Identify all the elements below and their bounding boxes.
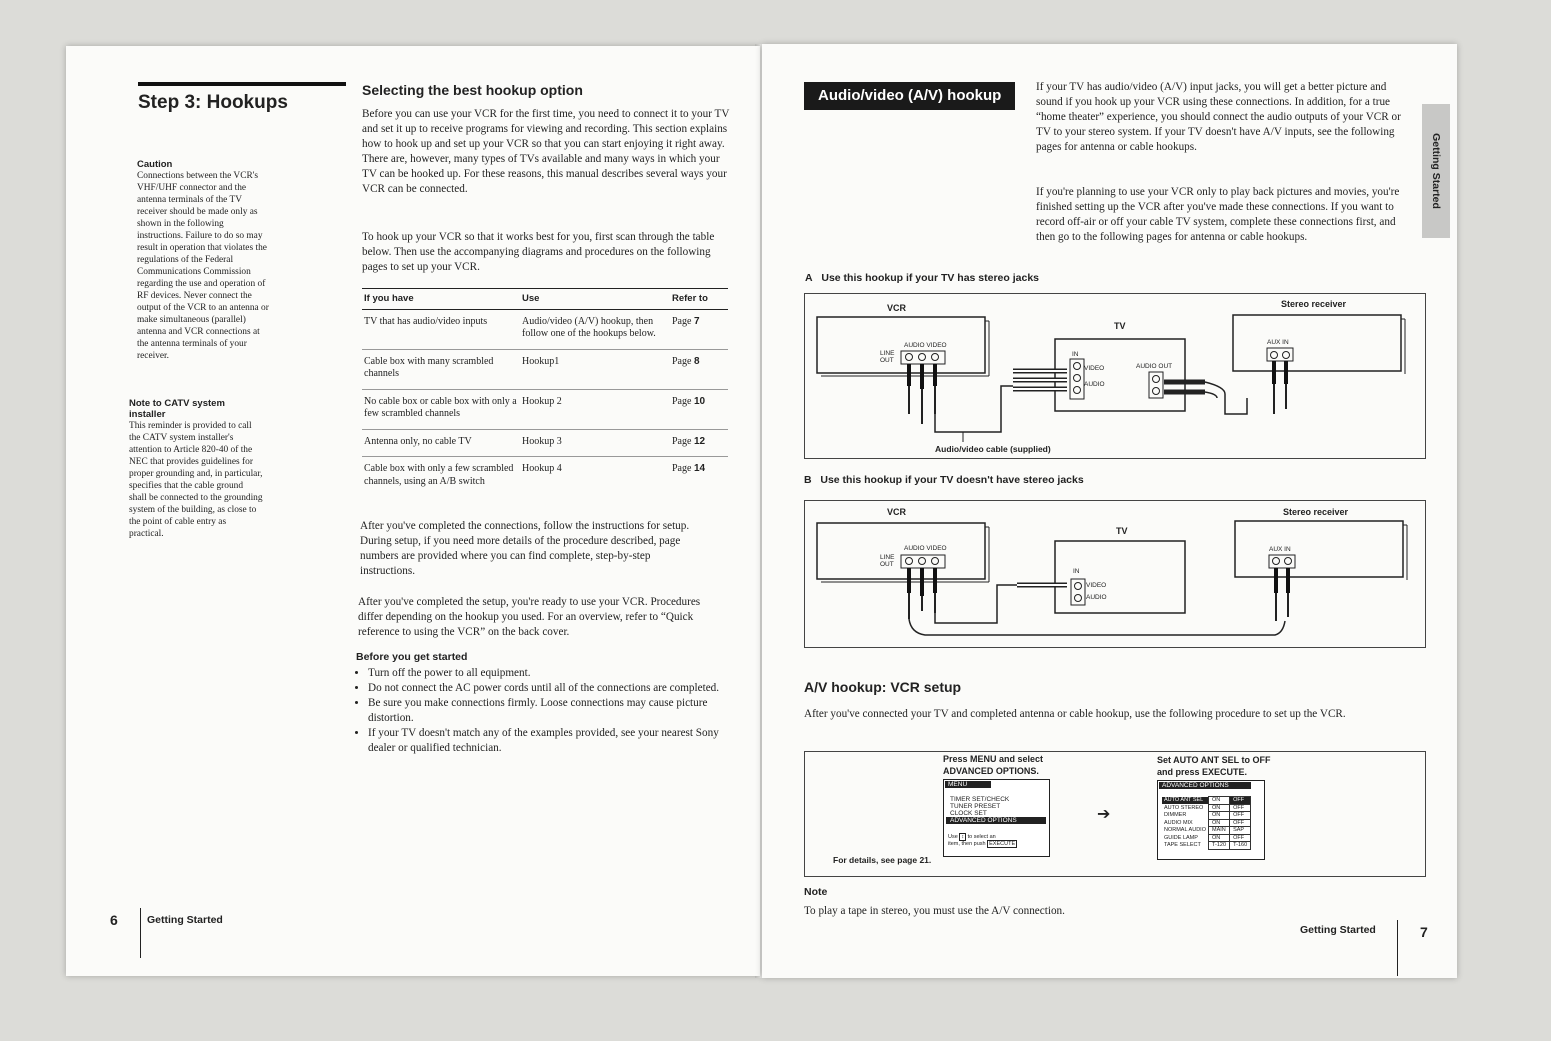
header-refer-to: Refer to — [670, 289, 728, 310]
diagram-b — [804, 500, 1426, 648]
caution-block — [137, 159, 269, 362]
diagram-a-audio: AUDIO — [1084, 381, 1105, 388]
after-paragraph-1: After you've completed the connections, follow the instructions for setup. During setup, if you need more details of the procedure described, page numbers are provided where you can find complete, step-by-step instructions. — [360, 520, 690, 577]
page-num: 8 — [693, 355, 700, 367]
catv-heading: Note to CATV system installer — [129, 398, 225, 420]
adv-row-b: OFF — [1230, 797, 1251, 805]
diagram-a-audio-out: AUDIO OUT — [1136, 363, 1173, 370]
hint-execute: EXECUTE — [989, 841, 1016, 847]
adv-row-a: MAIN — [1208, 827, 1229, 835]
details-reference: For details, see page 21. — [833, 855, 932, 865]
page-number: 6 — [110, 912, 118, 928]
side-tab-label: Getting Started — [1430, 133, 1442, 209]
diagram-b-audio: AUDIO — [1086, 594, 1107, 601]
diagram-a-drawing — [805, 294, 1425, 458]
table-row — [362, 457, 728, 497]
adv-row-a: ON — [1208, 812, 1229, 820]
table-row — [362, 429, 728, 457]
table-row — [362, 389, 728, 429]
diagram-a-vcr-label: VCR — [887, 303, 907, 313]
page-num: 10 — [693, 395, 706, 407]
page-prefix: Page — [672, 355, 692, 367]
diagram-b-caption — [804, 474, 1084, 486]
footer-divider — [140, 908, 141, 958]
advanced-options-screen — [1157, 780, 1265, 860]
cell-use: Hookup 3 — [520, 429, 670, 457]
menu-item: CLOCK SET — [950, 810, 987, 817]
list-item: • Turn off the power to all equipment. — [368, 666, 730, 681]
menu-screen-hint — [948, 834, 1049, 848]
arrow-keys-icon: ↕ — [961, 834, 965, 840]
hint-select: to select an — [967, 834, 996, 840]
adv-row — [1162, 842, 1251, 850]
cell-page — [670, 389, 728, 429]
diagram-b-stereo-label: Stereo receiver — [1283, 507, 1349, 517]
adv-row-name: AUTO ANT SEL — [1162, 797, 1208, 805]
adv-row-name: GUIDE LAMP — [1164, 834, 1198, 841]
adv-options-table — [1162, 796, 1251, 850]
diagram-b-letter: B — [804, 474, 812, 486]
catv-block — [129, 398, 263, 540]
page-footer: Getting Started — [1300, 924, 1376, 936]
adv-row-b: OFF — [1230, 812, 1251, 820]
intro-paragraph-2: To hook up your VCR so that it works best for you, first scan through the table below. Then use the accompanying diagrams and procedures on the following pages to set up your VCR. — [362, 231, 715, 273]
setup-procedure-box — [804, 751, 1426, 877]
diagram-a-aux-in: AUX IN — [1267, 339, 1289, 346]
cell-have: No cable box or cable box with only a few scrambled channels — [362, 389, 520, 429]
page-prefix: Page — [672, 395, 692, 407]
adv-row-b: OFF — [1230, 819, 1251, 827]
header-if-you-have: If you have — [362, 289, 520, 310]
diagram-b-tv-label: TV — [1116, 526, 1128, 536]
adv-row-a: ON — [1208, 819, 1229, 827]
right-arrow-icon: ➔ — [1097, 806, 1111, 823]
adv-row-a: T-120 — [1208, 842, 1229, 850]
hookup-table — [362, 288, 728, 496]
page-prefix: Page — [672, 463, 692, 474]
diagram-a-tv-label: TV — [1114, 321, 1126, 331]
list-item: • Do not connect the AC power cords until all of the connections are completed. — [368, 681, 730, 696]
adv-row-name: NORMAL AUDIO — [1164, 827, 1206, 833]
menu-screen-title: MENU — [945, 781, 991, 788]
adv-screen-title: ADVANCED OPTIONS — [1159, 782, 1251, 789]
diagram-a-in: IN — [1072, 351, 1079, 358]
diagram-b-aux-in: AUX IN — [1269, 546, 1291, 553]
diagram-b-drawing — [805, 501, 1425, 647]
cell-page — [670, 349, 728, 389]
diagram-a — [804, 293, 1426, 459]
left-page — [66, 46, 760, 976]
step-1-instruction: Press MENU and select ADVANCED OPTIONS. — [943, 754, 1044, 776]
cell-page — [670, 457, 728, 497]
cell-page — [670, 309, 728, 349]
cell-use: Hookup 2 — [520, 389, 670, 429]
adv-row-b: SAP — [1230, 827, 1251, 835]
diagram-a-line-out: LINE OUT — [880, 350, 895, 364]
cell-use: Hookup1 — [520, 349, 670, 389]
diagram-a-letter: A — [805, 272, 813, 284]
catv-text: This reminder is provided to call the CATV system installer's attention to Article 820-40 of the NEC that provides guidelines for proper grounding and, in particular, specifies that the cable ground shall be connected to the grounding system of the building, as close to the point of cable entry as practical. — [129, 421, 263, 539]
menu-item: TUNER PRESET — [950, 803, 1001, 810]
setup-heading: A/V hookup: VCR setup — [804, 679, 962, 695]
page-title: Audio/video (A/V) hookup — [804, 82, 1015, 110]
setup-paragraph: After you've connected your TV and completed antenna or cable hookup, use the following procedure to set up the VCR. — [804, 708, 1346, 720]
side-tab — [1422, 104, 1450, 238]
header-use: Use — [520, 289, 670, 310]
table-row — [362, 309, 728, 349]
section-heading: Selecting the best hookup option — [362, 82, 583, 98]
diagram-b-text: Use this hookup if your TV doesn't have stereo jacks — [820, 474, 1084, 486]
before-list — [356, 666, 730, 756]
note-text: To play a tape in stereo, you must use the A/V connection. — [804, 905, 1065, 917]
adv-row — [1162, 812, 1251, 820]
diagram-b-vcr-label: VCR — [887, 507, 907, 517]
hint-item: item, then push — [948, 841, 986, 847]
page-prefix: Page — [672, 315, 692, 327]
diagram-a-caption — [805, 272, 1039, 284]
list-item: • Be sure you make connections firmly. Loose connections may cause picture distortion. — [368, 696, 730, 726]
diagram-a-cable-label: Audio/video cable (supplied) — [935, 444, 1051, 454]
page-num: 7 — [693, 315, 700, 327]
diagram-a-text: Use this hookup if your TV has stereo jacks — [821, 272, 1040, 284]
hint-use: Use — [948, 834, 958, 840]
page-num: 14 — [693, 463, 706, 474]
intro-paragraph-2: If you're planning to use your VCR only to play back pictures and movies, you're finished setting up the VCR after you've made these connections. If you want to record off-air or off your cable TV system, complete these connections first, and then go to the following pages for antenna or cable hookups. — [1036, 186, 1400, 243]
intro-paragraph-1: If your TV has audio/video (A/V) input jacks, you will get a better picture and sound if you hook up your VCR using these connections. In addition, for a true “home theater” experience, you should connect the audio outputs of your VCR or TV to your stereo system. If your TV doesn't have A/V inputs, see the following pages for antenna or cable hookups. — [1036, 81, 1401, 153]
diagram-b-audio-video: AUDIO VIDEO — [904, 545, 947, 552]
adv-row-a: ON — [1208, 804, 1229, 812]
cell-use: Audio/video (A/V) hookup, then follow one of the hookups below. — [520, 309, 670, 349]
adv-row-b: T-160 — [1230, 842, 1251, 850]
page-num: 12 — [693, 435, 706, 447]
page-prefix: Page — [672, 435, 692, 447]
cell-page — [670, 429, 728, 457]
footer-divider — [1397, 920, 1398, 976]
menu-item-selected: ADVANCED OPTIONS — [946, 817, 1046, 824]
note-heading: Note — [804, 886, 828, 898]
menu-screen-items — [950, 796, 1049, 824]
caution-text: Connections between the VCR's VHF/UHF connector and the antenna terminals of the TV receiver should be made only as shown in the following instructions. Failure to do so may result in operation that violates the regulations of the Federal Communications Commission regarding the use and operation of RF devices. Never connect the output of the VCR to an antenna or make simultaneous (parallel) antenna and VCR connections at the antenna terminals of your receiver. — [137, 171, 269, 361]
list-item: • If your TV doesn't match any of the examples provided, see your nearest Sony dealer or qualified technician. — [368, 726, 730, 756]
table-header-row — [362, 289, 728, 310]
cell-have: Cable box with many scrambled channels — [362, 349, 520, 389]
adv-row — [1162, 797, 1251, 805]
adv-row — [1162, 804, 1251, 812]
adv-row — [1162, 827, 1251, 835]
step-title: Step 3: Hookups — [138, 92, 288, 113]
adv-row-a: ON — [1208, 834, 1229, 842]
page-footer: Getting Started — [147, 914, 223, 926]
before-heading: Before you get started — [356, 651, 468, 663]
after-paragraph-2: After you've completed the setup, you're ready to use your VCR. Procedures differ depending on the hookup you used. For an overview, refer to “Quick reference to using the VCR” on the back cover. — [358, 596, 701, 638]
adv-row — [1162, 834, 1251, 842]
adv-row-a: ON — [1208, 797, 1229, 805]
diagram-b-line-out: LINE OUT — [880, 554, 895, 568]
diagram-b-video: VIDEO — [1086, 582, 1107, 589]
intro-paragraph-1: Before you can use your VCR for the first time, you need to connect it to your TV and set it up to receive programs for viewing and recording. This section explains how to hook up and set up your VCR so that you can start enjoying it right away. There are, however, many types of TVs available and many ways in which your TV can be hooked up. For these reasons, this manual describes several ways your VCR can be connected. — [362, 108, 730, 195]
title-rule — [138, 82, 346, 86]
cell-have: Cable box with only a few scrambled channels, using an A/B switch — [364, 463, 514, 487]
cell-use: Hookup 4 — [522, 463, 562, 474]
adv-row-name: AUTO STEREO — [1164, 804, 1204, 811]
adv-row — [1162, 819, 1251, 827]
table-row — [362, 349, 728, 389]
adv-row-b: OFF — [1230, 804, 1251, 812]
adv-row-name: DIMMER — [1164, 812, 1187, 818]
cell-have: Antenna only, no cable TV — [362, 429, 520, 457]
diagram-b-in: IN — [1073, 568, 1080, 575]
step-2-instruction: Set AUTO ANT SEL to OFF and press EXECUTE. — [1157, 755, 1271, 777]
page-number: 7 — [1420, 924, 1428, 940]
adv-row-name: TAPE SELECT — [1164, 842, 1201, 848]
cell-have: TV that has audio/video inputs — [362, 309, 520, 349]
adv-row-b: OFF — [1230, 834, 1251, 842]
diagram-a-audio-video: AUDIO VIDEO — [904, 342, 947, 349]
diagram-a-stereo-label: Stereo receiver — [1281, 299, 1347, 309]
right-page — [762, 44, 1457, 978]
diagram-a-video: VIDEO — [1084, 365, 1105, 372]
adv-row-name: AUDIO MIX — [1164, 819, 1193, 826]
menu-item: TIMER SET/CHECK — [950, 796, 1010, 803]
menu-screen — [943, 779, 1050, 857]
caution-heading: Caution — [137, 159, 173, 170]
